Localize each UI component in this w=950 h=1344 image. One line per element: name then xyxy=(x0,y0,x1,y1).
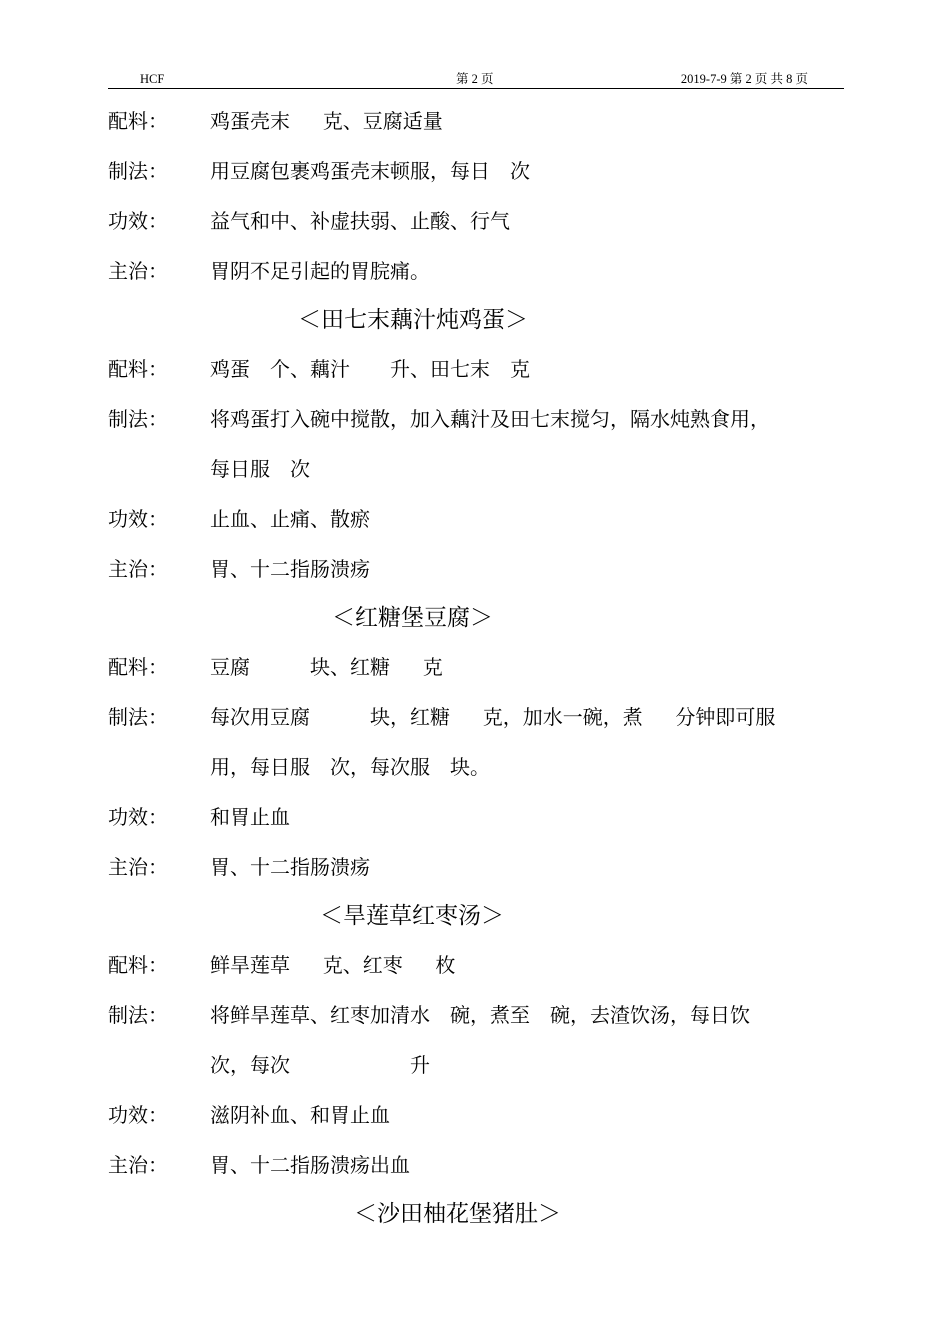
recipe1-method-row xyxy=(108,394,850,444)
header-date-page-count: 2019-7-9 第 2 页 共 8 页 xyxy=(680,72,808,86)
recipe2-method-continuation-row xyxy=(108,742,850,792)
recipe0-method-row xyxy=(108,146,850,196)
method-label: 制法： xyxy=(108,705,168,729)
recipe3-ingredients-row xyxy=(108,940,850,990)
effect-label: 功效： xyxy=(108,805,168,829)
recipe4-title: ＜沙田柚花堡猪肚＞ xyxy=(354,1201,561,1227)
recipe0-effect: 益气和中、补虚扶弱、止酸、行气 xyxy=(210,209,510,233)
effect-label: 功效： xyxy=(108,209,168,233)
recipe2-title: ＜红糖堡豆腐＞ xyxy=(332,605,493,631)
recipe2-method-row xyxy=(108,692,850,742)
document-body xyxy=(108,96,850,1238)
indication-label: 主治： xyxy=(108,1153,168,1177)
recipe2-indication: 胃、十二指肠溃疡 xyxy=(210,855,370,879)
recipe3-method-line1: 将鲜旱莲草、红枣加清水 碗，煮至 碗，去渣饮汤，每日饮 xyxy=(210,1003,750,1027)
recipe1-effect: 止血、止痛、散瘀 xyxy=(210,507,370,531)
recipe2-effect-row xyxy=(108,792,850,842)
recipe2-effect: 和胃止血 xyxy=(210,805,290,829)
recipe1-indication: 胃、十二指肠溃疡 xyxy=(210,557,370,581)
recipe1-method-line2: 每日服 次 xyxy=(210,457,310,481)
recipe2-ingredients: 豆腐 块、红糖 克 xyxy=(210,655,443,679)
recipe3-method-line2: 次，每次 升 xyxy=(210,1053,430,1077)
recipe3-effect-row xyxy=(108,1090,850,1140)
recipe4-title-row xyxy=(108,1190,850,1238)
recipe3-ingredients: 鲜旱莲草 克、红枣 枚 xyxy=(210,953,456,977)
recipe2-indication-row xyxy=(108,842,850,892)
method-label: 制法： xyxy=(108,1003,168,1027)
recipe3-title-row xyxy=(108,892,850,940)
ingredients-label: 配料： xyxy=(108,655,168,679)
recipe0-method: 用豆腐包裹鸡蛋壳末顿服，每日 次 xyxy=(210,159,530,183)
recipe3-indication: 胃、十二指肠溃疡出血 xyxy=(210,1153,410,1177)
recipe3-method-continuation-row xyxy=(108,1040,850,1090)
ingredients-label: 配料： xyxy=(108,109,168,133)
recipe2-ingredients-row xyxy=(108,642,850,692)
page-header xyxy=(108,70,844,89)
recipe0-ingredients-row xyxy=(108,96,850,146)
recipe2-method-line2: 用，每日服 次，每次服 块。 xyxy=(210,755,490,779)
indication-label: 主治： xyxy=(108,557,168,581)
header-author: HCF xyxy=(140,72,165,86)
recipe3-method-row xyxy=(108,990,850,1040)
ingredients-label: 配料： xyxy=(108,953,168,977)
recipe1-effect-row xyxy=(108,494,850,544)
effect-label: 功效： xyxy=(108,507,168,531)
recipe1-method-continuation-row xyxy=(108,444,850,494)
recipe2-title-row xyxy=(108,594,850,642)
recipe1-ingredients-row xyxy=(108,344,850,394)
recipe3-title: ＜旱莲草红枣汤＞ xyxy=(320,903,504,929)
recipe2-method-line1: 每次用豆腐 块，红糖 克，加水一碗，煮 分钟即可服 xyxy=(210,705,776,729)
header-page-number: 第 2 页 xyxy=(456,72,494,86)
recipe0-indication: 胃阴不足引起的胃脘痛。 xyxy=(210,259,430,283)
recipe1-ingredients: 鸡蛋 个、藕汁 升、田七末 克 xyxy=(210,357,530,381)
recipe1-title: ＜田七末藕汁炖鸡蛋＞ xyxy=(298,307,528,333)
recipe1-method-line1: 将鸡蛋打入碗中搅散，加入藕汁及田七末搅匀，隔水炖熟食用， xyxy=(210,407,770,431)
recipe0-effect-row xyxy=(108,196,850,246)
recipe0-indication-row xyxy=(108,246,850,296)
recipe1-title-row xyxy=(108,296,850,344)
recipe3-indication-row xyxy=(108,1140,850,1190)
recipe3-effect: 滋阴补血、和胃止血 xyxy=(210,1103,390,1127)
effect-label: 功效： xyxy=(108,1103,168,1127)
recipe0-ingredients: 鸡蛋壳末 克、豆腐适量 xyxy=(210,109,443,133)
ingredients-label: 配料： xyxy=(108,357,168,381)
method-label: 制法： xyxy=(108,407,168,431)
indication-label: 主治： xyxy=(108,259,168,283)
recipe1-indication-row xyxy=(108,544,850,594)
method-label: 制法： xyxy=(108,159,168,183)
indication-label: 主治： xyxy=(108,855,168,879)
